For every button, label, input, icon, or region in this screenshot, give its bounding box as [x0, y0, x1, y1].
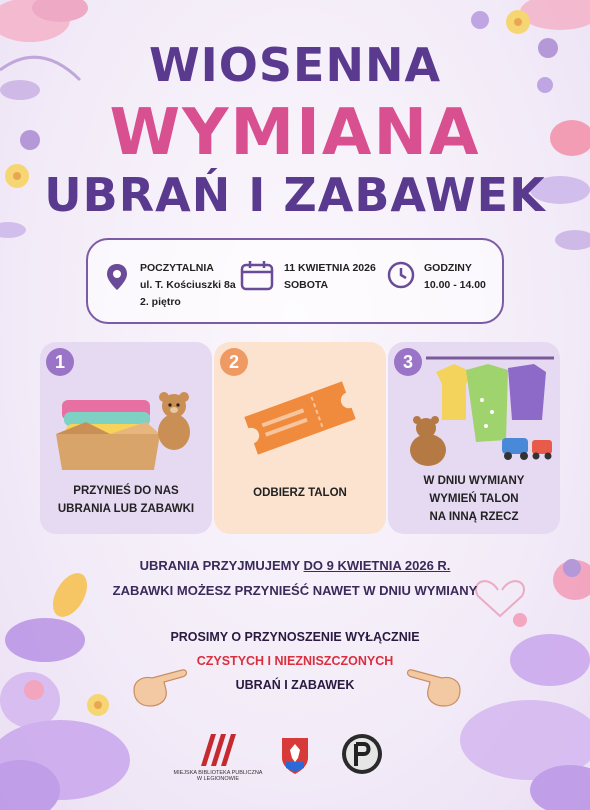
calendar-icon: [240, 260, 276, 292]
city-coat-of-arms-icon: [280, 736, 310, 776]
step-3-line-2: WYMIEŃ TALON: [429, 493, 519, 505]
title-line-3: UBRAŃ I ZABAWEK: [44, 168, 546, 222]
pointing-hand-left-icon: [130, 660, 190, 710]
request-line-3: UBRAŃ I ZABAWEK: [235, 678, 355, 692]
notice-line-2: ZABAWKI MOŻESZ PRZYNIEŚĆ NAWET W DNIU WYMIANY: [112, 583, 478, 598]
event-hours: [424, 260, 486, 294]
step-number-2: 2: [220, 348, 248, 376]
partner-logo-icon: [340, 732, 384, 776]
library-name: [148, 770, 288, 782]
step-3-line-1: W DNIU WYMIANY: [423, 475, 525, 487]
location-pin-icon: [106, 262, 128, 292]
step-caption-2: [214, 484, 386, 502]
step-number-3: 3: [394, 348, 422, 376]
step-caption-3: [388, 472, 560, 526]
step-card-2: [214, 342, 386, 534]
step-2-line-1: ODBIERZ TALON: [253, 487, 347, 499]
date-line-2: SOBOTA: [284, 279, 329, 291]
hours-line-2: 10.00 - 14.00: [424, 279, 486, 291]
clock-icon: [386, 260, 416, 290]
library-name-line-1: MIEJSKA BIBLIOTEKA PUBLICZNA: [173, 770, 263, 776]
event-date: [284, 260, 376, 294]
notice-deadline: DO 9 KWIETNIA 2026 R.: [303, 558, 451, 573]
step-1-line-1: PRZYNIEŚ DO NAS: [73, 485, 179, 497]
event-place: [140, 260, 236, 311]
library-logo-icon: [195, 732, 241, 768]
request-line-2: CZYSTYCH I NIEZNISZCZONYCH: [196, 654, 394, 668]
step-card-3: [388, 342, 560, 534]
place-line-2: ul. T. Kościuszki 8a: [140, 279, 236, 291]
step-number-1: 1: [46, 348, 74, 376]
step-caption-1: [40, 482, 212, 518]
hours-line-1: GODZINY: [424, 262, 472, 274]
step-card-1: [40, 342, 212, 534]
place-line-1: POCZYTALNIA: [140, 262, 214, 274]
notice-line-1: [0, 558, 590, 573]
clothes-rack-toys-icon: [396, 350, 556, 470]
step-3-line-3: NA INNĄ RZECZ: [429, 511, 519, 523]
notice-line-1-prefix: UBRANIA PRZYJMUJEMY: [139, 558, 304, 573]
event-info-box: [86, 238, 504, 324]
request-line-1: PROSIMY O PRZYNOSZENIE WYŁĄCZNIE: [170, 630, 420, 644]
title-line-2: WYMIANA: [109, 96, 481, 170]
box-of-clothes-teddy-icon: [50, 370, 202, 470]
ticket-icon: [240, 378, 360, 458]
step-1-line-2: UBRANIA LUB ZABAWKI: [57, 503, 195, 515]
date-line-1: 11 KWIETNIA 2026: [284, 262, 376, 274]
title-line-1: WIOSENNA: [148, 38, 442, 92]
place-line-3: 2. piętro: [140, 296, 181, 308]
library-name-line-2: W LEGIONOWIE: [196, 776, 240, 782]
pointing-hand-right-icon: [404, 660, 464, 710]
